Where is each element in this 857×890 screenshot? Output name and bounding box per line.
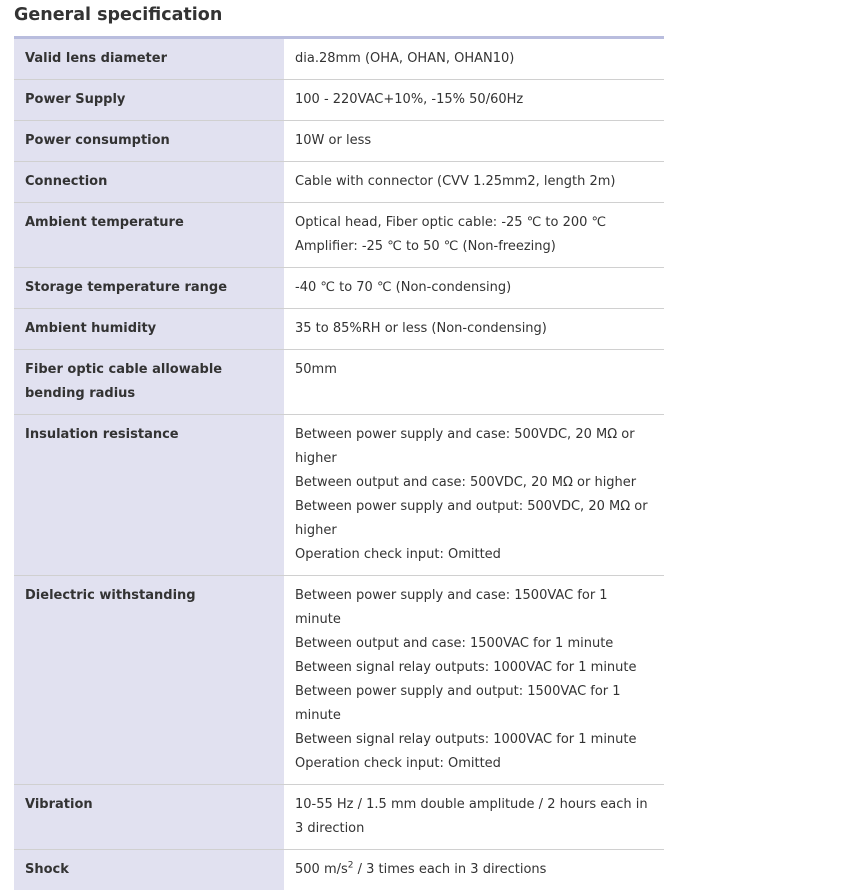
spec-label: Shock (14, 850, 284, 890)
spec-value-line: Between power supply and output: 1500VAC for 1 minute (295, 680, 654, 728)
spec-value-line: Between power supply and output: 500VDC, 20 MΩ or higher (295, 495, 654, 543)
spec-table (14, 36, 664, 890)
spec-value-line: Between power supply and case: 500VDC, 20 MΩ or higher (295, 423, 654, 471)
table-row (14, 268, 664, 309)
spec-value (284, 121, 664, 162)
shock-value-suffix: / 3 times each in 3 directions (354, 862, 547, 877)
spec-value-line: Between signal relay outputs: 1000VAC for 1 minute (295, 728, 654, 752)
spec-label: Storage temperature range (14, 268, 284, 309)
spec-value (284, 309, 664, 350)
spec-label: Valid lens diameter (14, 38, 284, 80)
spec-value-line: Between output and case: 1500VAC for 1 minute (295, 632, 654, 656)
spec-label: Power consumption (14, 121, 284, 162)
spec-value-line: Operation check input: Omitted (295, 752, 654, 776)
spec-value-line: Amplifier: -25 ℃ to 50 ℃ (Non-freezing) (295, 235, 654, 259)
spec-value (284, 415, 664, 576)
shock-value-exponent: 2 (348, 861, 354, 871)
spec-value-line: dia.28mm (OHA, OHAN, OHAN10) (295, 47, 654, 71)
page-title: General specification (14, 3, 222, 27)
spec-value-line: 50mm (295, 358, 654, 382)
spec-value-line: Between power supply and case: 1500VAC for 1 minute (295, 584, 654, 632)
table-row (14, 80, 664, 121)
spec-value-line: 35 to 85%RH or less (Non-condensing) (295, 317, 654, 341)
spec-value-line: Optical head, Fiber optic cable: -25 ℃ to 200 ℃ (295, 211, 654, 235)
spec-value (284, 576, 664, 785)
spec-value-line: -40 ℃ to 70 ℃ (Non-condensing) (295, 276, 654, 300)
table-row (14, 415, 664, 576)
spec-value-line: 10W or less (295, 129, 654, 153)
table-row (14, 850, 664, 890)
spec-value-line: Operation check input: Omitted (295, 543, 654, 567)
spec-value (284, 203, 664, 268)
spec-label: Connection (14, 162, 284, 203)
spec-label: Insulation resistance (14, 415, 284, 576)
spec-value-line: Cable with connector (CVV 1.25mm2, length 2m) (295, 170, 654, 194)
spec-value (284, 350, 664, 415)
table-row (14, 162, 664, 203)
spec-label: Dielectric withstanding (14, 576, 284, 785)
table-row (14, 203, 664, 268)
spec-value (284, 850, 664, 890)
spec-value-line: 100 - 220VAC+10%, -15% 50/60Hz (295, 88, 654, 112)
spec-value-line: Between signal relay outputs: 1000VAC for 1 minute (295, 656, 654, 680)
spec-label: Ambient temperature (14, 203, 284, 268)
table-row (14, 38, 664, 80)
spec-label: Ambient humidity (14, 309, 284, 350)
table-row (14, 576, 664, 785)
table-row (14, 121, 664, 162)
spec-value-line (295, 858, 654, 882)
spec-label: Vibration (14, 785, 284, 850)
spec-label: Power Supply (14, 80, 284, 121)
spec-value (284, 80, 664, 121)
spec-value (284, 785, 664, 850)
spec-value (284, 162, 664, 203)
table-row (14, 350, 664, 415)
spec-label: Fiber optic cable allowable bending radius (14, 350, 284, 415)
spec-value-line: Between output and case: 500VDC, 20 MΩ or higher (295, 471, 654, 495)
spec-value (284, 38, 664, 80)
spec-value-line: 10-55 Hz / 1.5 mm double amplitude / 2 hours each in 3 direction (295, 793, 654, 841)
table-row (14, 785, 664, 850)
shock-value-prefix: 500 m/s (295, 862, 348, 877)
table-row (14, 309, 664, 350)
spec-value (284, 268, 664, 309)
